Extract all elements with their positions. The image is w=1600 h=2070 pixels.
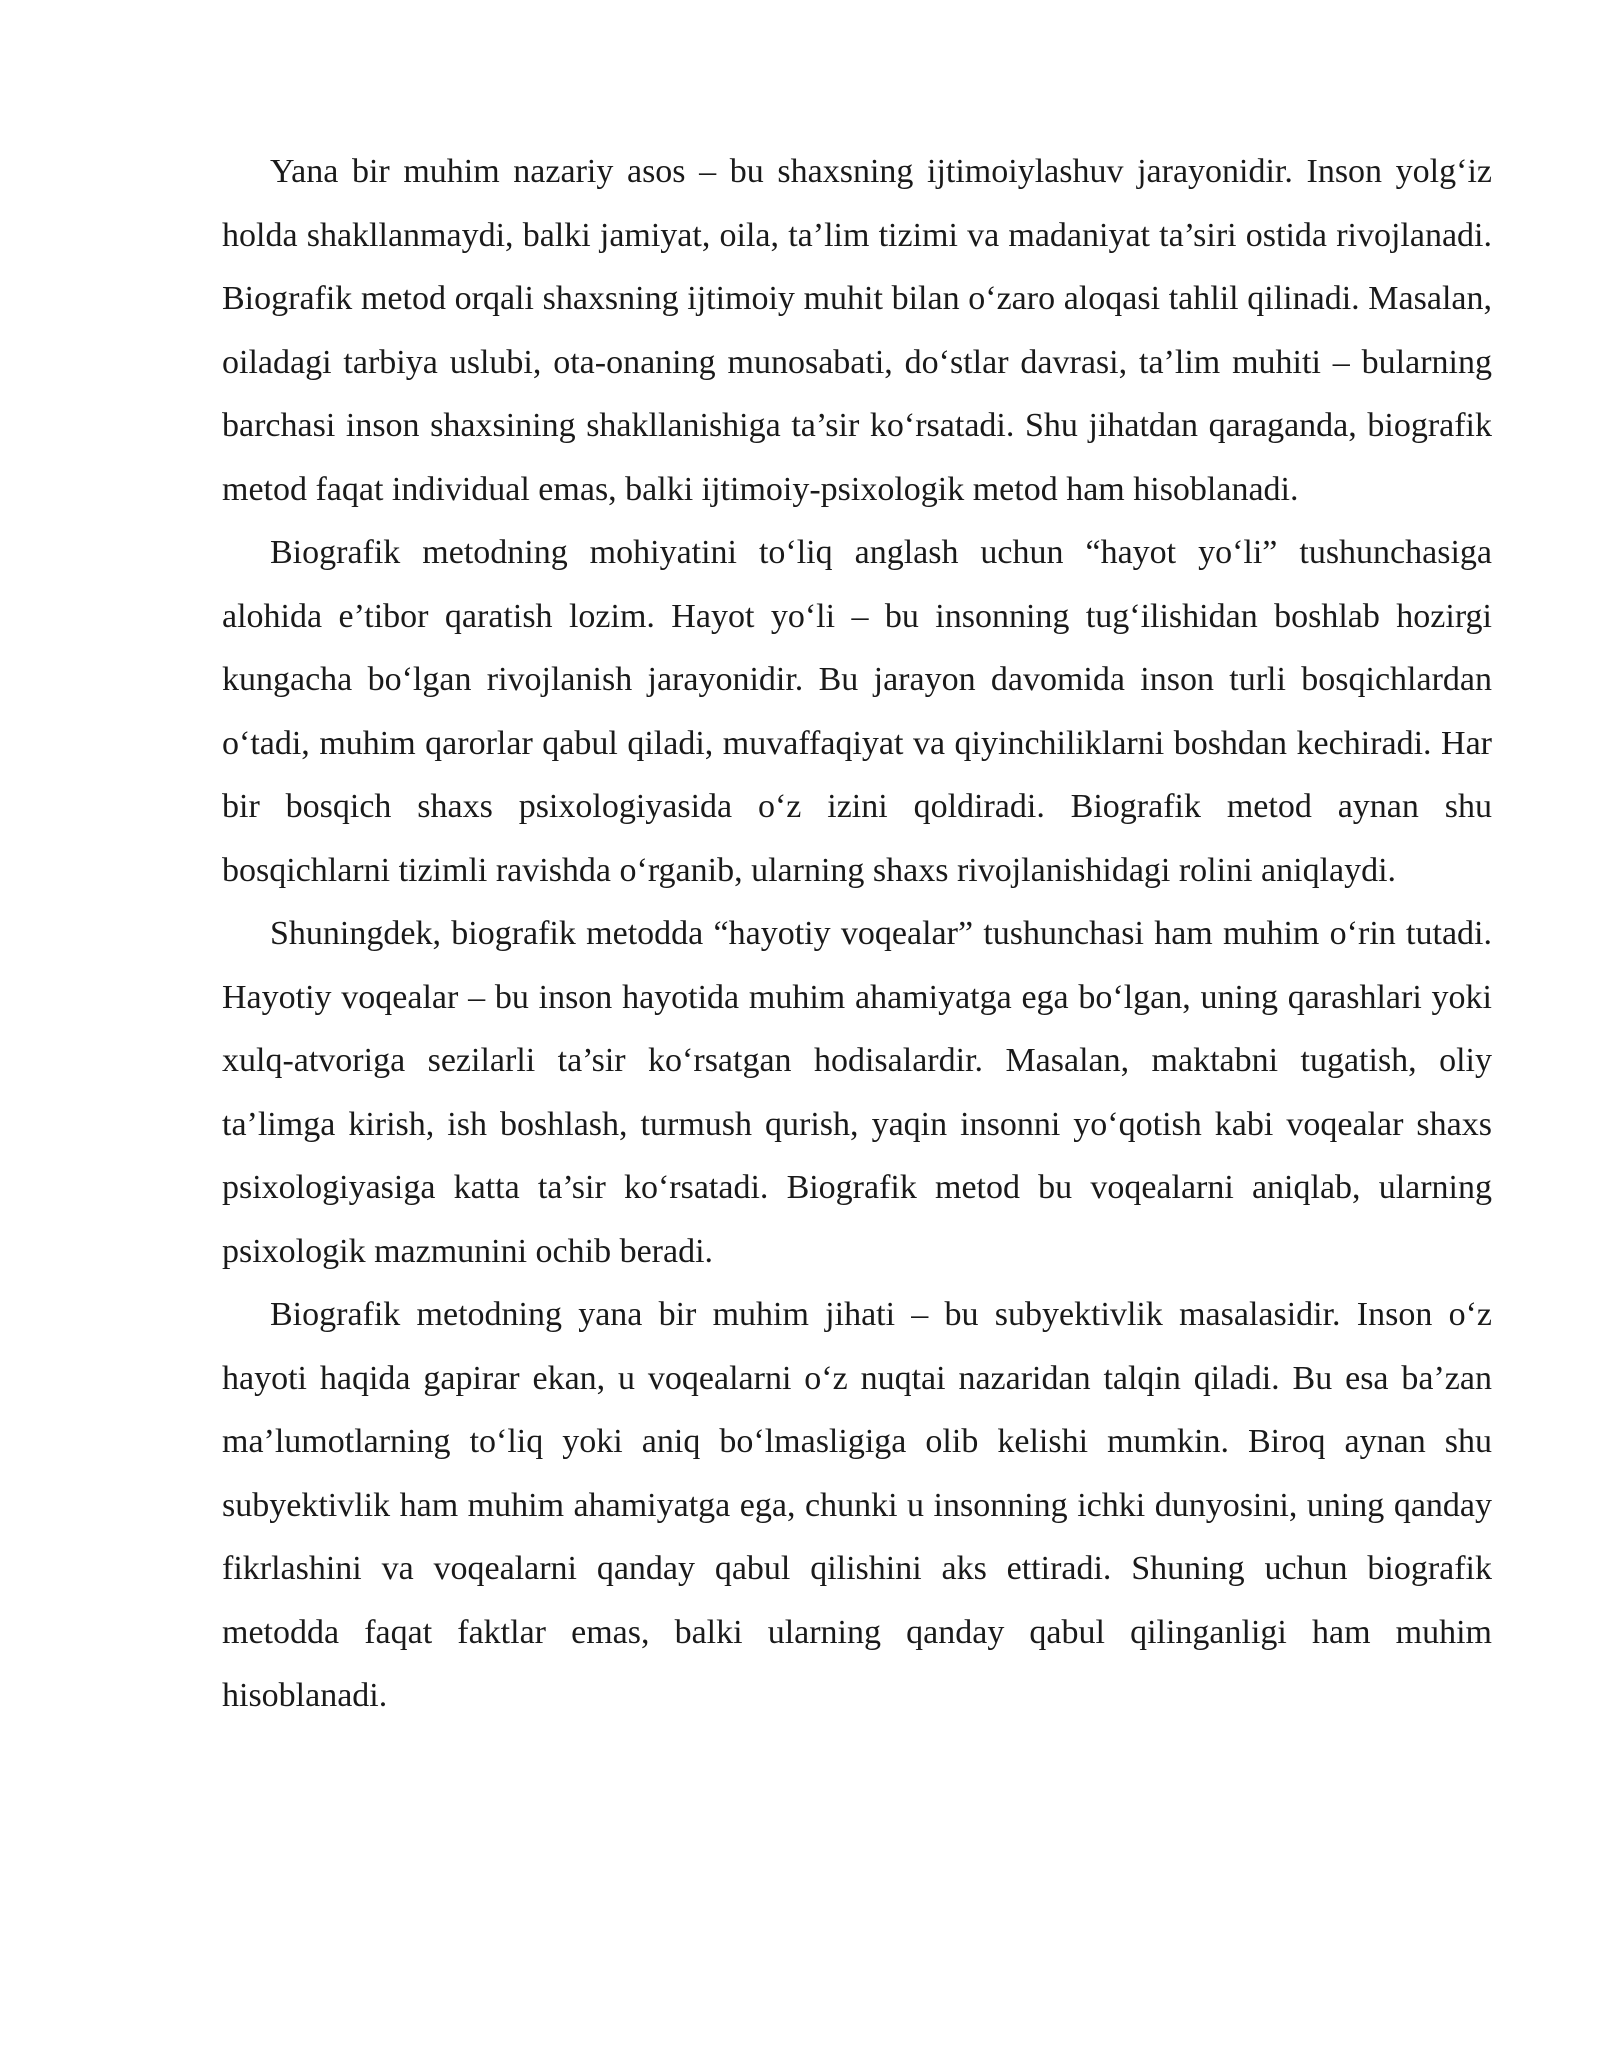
document-page (222, 140, 1492, 1728)
paragraph-socialization: Yana bir muhim nazariy asos – bu shaxsning ijtimoiylashuv jarayonidir. Inson yolg‘iz holda shakllanmaydi, balki jamiyat, oila, ta’lim tizimi va madaniyat ta’siri ostida rivojlanadi. Biografik metod orqali shaxsning ijtimoiy muhit bilan o‘zaro aloqasi tahlil qilinadi. Masalan, oiladagi tarbiya uslubi, ota-onaning munosabati, do‘stlar davrasi, ta’lim muhiti – bularning barchasi inson shaxsining shakllanishiga ta’sir ko‘rsatadi. Shu jihatdan qaraganda, biografik metod faqat individual emas, balki ijtimoiy-psixologik metod ham hisoblanadi. (222, 153, 1492, 508)
paragraph-subjectivity: Biografik metodning yana bir muhim jihati – bu subyektivlik masalasidir. Inson o‘z hayoti haqida gapirar ekan, u voqealarni o‘z nuqtai nazaridan talqin qiladi. Bu esa ba’zan ma’lumotlarning to‘liq yoki aniq bo‘lmasligiga olib kelishi mumkin. Biroq aynan shu subyektivlik ham muhim ahamiyatga ega, chunki u insonning ichki dunyosini, uning qanday fikrlashini va voqealarni qanday qabul qilishini aks ettiradi. Shuning uchun biografik metodda faqat faktlar emas, balki ularning qanday qabul qilinganligi ham muhim hisoblanadi. (222, 1296, 1492, 1714)
paragraph-life-path: Biografik metodning mohiyatini to‘liq anglash uchun “hayot yo‘li” tushunchasiga alohida e’tibor qaratish lozim. Hayot yo‘li – bu insonning tug‘ilishidan boshlab hozirgi kungacha bo‘lgan rivojlanish jarayonidir. Bu jarayon davomida inson turli bosqichlardan o‘tadi, muhim qarorlar qabul qiladi, muvaffaqiyat va qiyinchiliklarni boshdan kechiradi. Har bir bosqich shaxs psixologiyasida o‘z izini qoldiradi. Biografik metod aynan shu bosqichlarni tizimli ravishda o‘rganib, ularning shaxs rivojlanishidagi rolini aniqlaydi. (222, 534, 1492, 889)
paragraph-life-events: Shuningdek, biografik metodda “hayotiy voqealar” tushunchasi ham muhim o‘rin tutadi. Hayotiy voqealar – bu inson hayotida muhim ahamiyatga ega bo‘lgan, uning qarashlari yoki xulq-atvoriga sezilarli ta’sir ko‘rsatgan hodisalardir. Masalan, maktabni tugatish, oliy ta’limga kirish, ish boshlash, turmush qurish, yaqin insonni yo‘qotish kabi voqealar shaxs psixologiyasiga katta ta’sir ko‘rsatadi. Biografik metod bu voqealarni aniqlab, ularning psixologik mazmunini ochib beradi. (222, 915, 1492, 1270)
